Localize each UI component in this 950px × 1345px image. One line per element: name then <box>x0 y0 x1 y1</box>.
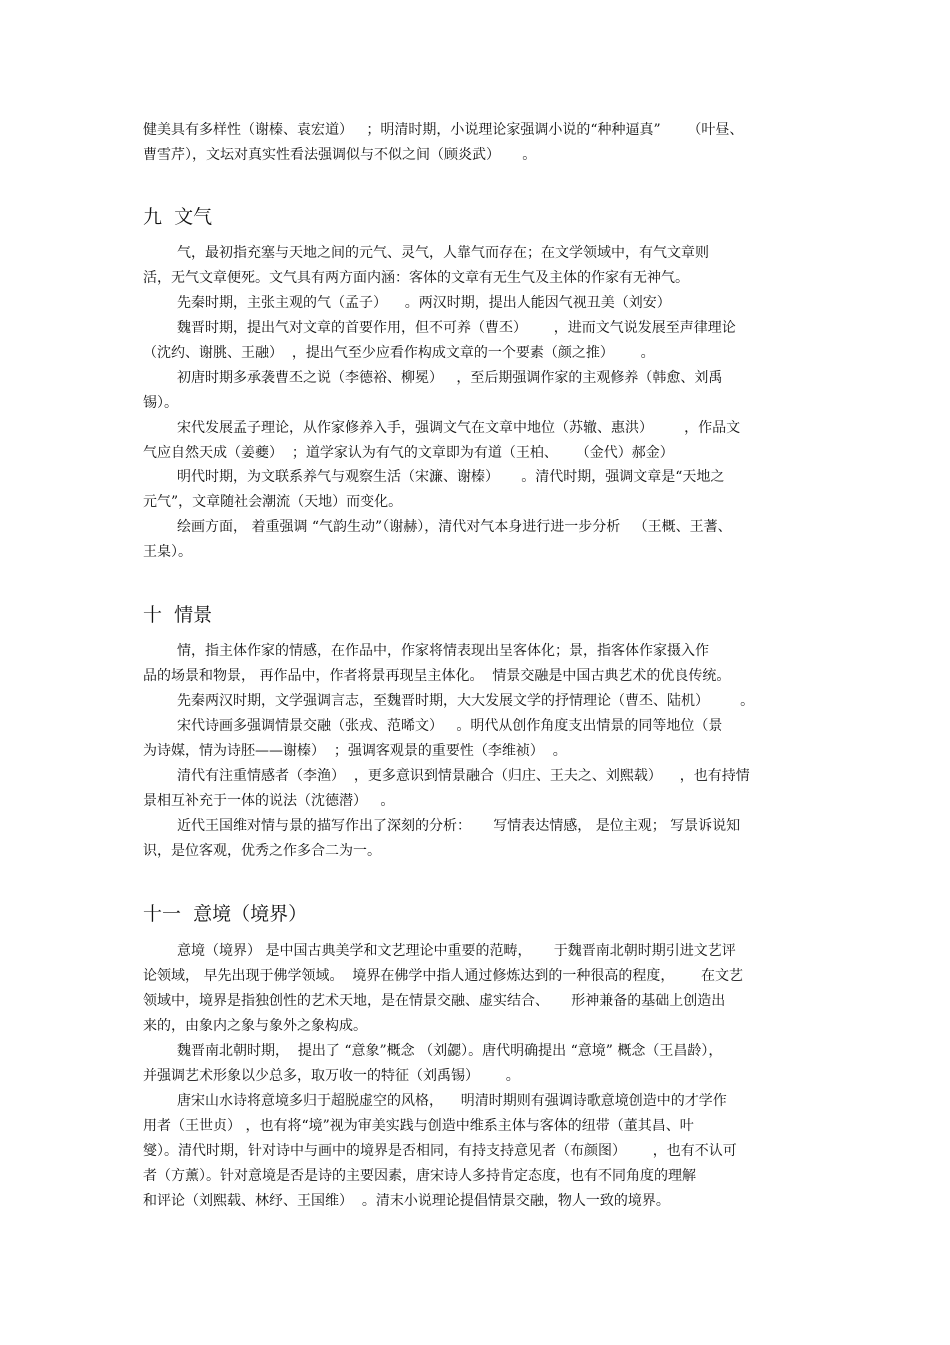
paragraph-line: 初唐时期多承袭曹丕之说（李德裕、柳冕） ，至后期强调作家的主观修养（韩愈、刘禹 <box>177 370 723 386</box>
section-heading-yijing: 十一 意境（境界） <box>143 903 308 925</box>
paragraph-line: 为诗媒，情为诗胚——谢榛） ；强调客观景的重要性（李维祯） 。 <box>143 743 567 759</box>
paragraph-line: 清代有注重情感者（李渔） ，更多意识到情景融合（归庄、王夫之、刘熙载） ，也有持情 <box>177 768 750 784</box>
paragraph-line: 明代时期，为文联系养气与观察生活（宋濂、谢榛） 。清代时期，强调文章是“天地之 <box>177 469 725 485</box>
paragraph-line: 识，是位客观，优秀之作多合二为一。 <box>143 843 381 859</box>
intro-line: 健美具有多样性（谢榛、袁宏道） ；明清时期，小说理论家强调小说的“种种逼真” （叶昼、 <box>143 122 744 138</box>
paragraph-line: 景相互补充于一体的说法（沈德潜） 。 <box>143 793 395 809</box>
paragraph-line: 论领域， 早先出现于佛学领域。 境界在佛学中指人通过修炼达到的一种很高的程度， 在文艺 <box>143 968 744 984</box>
paragraph-line: （沈约、谢朓、王融） ，提出气至少应看作构成文章的一个要素（颜之推） 。 <box>143 345 655 361</box>
paragraph-line: 绘画方面， 着重强调 “气韵生动”（谢赫），清代对气本身进行进一步分析 （王概、王蓍、 <box>177 519 732 535</box>
intro-line: 曹雪芹），文坛对真实性看法强调似与不似之间（顾炎武） 。 <box>143 147 537 163</box>
paragraph-line: 燮）。清代时期，针对诗中与画中的境界是否相同，有持支持意见者（布颜图） ，也有不认可 <box>143 1143 737 1159</box>
paragraph-line: 元气”，文章随社会潮流（天地）而变化。 <box>143 494 403 510</box>
paragraph-line: 魏晋南北朝时期， 提出了 “意象”概念 （刘勰）。唐代明确提出 “意境” 概念（王昌龄）， <box>177 1043 723 1059</box>
paragraph-line: 宋代发展孟子理论，从作家修养入手，强调文气在文章中地位（苏辙、惠洪） ，作品文 <box>177 420 741 436</box>
paragraph-line: 魏晋时期，提出气对文章的首要作用，但不可养（曹丕） ，进而文气说发展至声律理论 <box>177 320 736 336</box>
paragraph-line: 唐宋山水诗将意境多归于超脱虚空的风格， 明清时期则有强调诗歌意境创造中的才学作 <box>177 1093 727 1109</box>
paragraph-line: 先秦两汉时期，文学强调言志，至魏晋时期，大大发展文学的抒情理论（曹丕、陆机） 。 <box>177 693 755 709</box>
paragraph-line: 并强调艺术形象以少总多，取万收一的特征（刘禹锡） 。 <box>143 1068 520 1084</box>
paragraph-line: 宋代诗画多强调情景交融（张戎、范晞文） 。明代从创作角度支出情景的同等地位（景 <box>177 718 723 734</box>
paragraph-line: 先秦时期，主张主观的气（孟子） 。两汉时期，提出人能因气视丑美（刘安） <box>177 295 671 311</box>
paragraph-line: 意境（境界） 是中国古典美学和文艺理论中重要的范畴， 于魏晋南北朝时期引进文艺评 <box>177 943 736 959</box>
paragraph-line: 来的，由象内之象与象外之象构成。 <box>143 1018 367 1034</box>
paragraph-line: 情，指主体作家的情感，在作品中，作家将情表现出呈客体化；景，指客体作家摄入作 <box>177 643 709 659</box>
paragraph-line: 锡）。 <box>143 395 178 411</box>
paragraph-line: 和评论（刘熙载、林纾、王国维） 。清末小说理论提倡情景交融，物人一致的境界。 <box>143 1193 670 1209</box>
paragraph-line: 气应自然天成（姜夔） ；道学家认为有气的文章即为有道（王柏、 （金代）郝金） <box>143 445 674 461</box>
paragraph-line: 王臬）。 <box>143 544 192 560</box>
paragraph-line: 者（方薰）。针对意境是否是诗的主要因素，唐宋诗人多持肯定态度，也有不同角度的理解 <box>143 1168 696 1184</box>
paragraph-line: 近代王国维对情与景的描写作出了深刻的分析： 写情表达情感， 是位主观； 写景诉说知 <box>177 818 741 834</box>
paragraph-line: 气，最初指充塞与天地之间的元气、灵气，人靠气而存在；在文学领域中，有气文章则 <box>177 245 709 261</box>
section-heading-qingjing: 十 情景 <box>143 604 213 626</box>
paragraph-line: 品的场景和物景， 再作品中，作者将景再现呈主体化。 情景交融是中国古典艺术的优良传统。 <box>143 668 731 684</box>
paragraph-line: 领域中，境界是指独创性的艺术天地，是在情景交融、虚实结合、 形神兼备的基础上创造出 <box>143 993 726 1009</box>
section-heading-wenqi: 九 文气 <box>143 206 213 228</box>
paragraph-line: 用者（王世贞） ，也有将“境”视为审美实践与创造中维系主体与客体的纽带（董其昌、叶 <box>143 1118 694 1134</box>
paragraph-line: 活，无气文章便死。文气具有两方面内涵：客体的文章有无生气及主体的作家有无神气。 <box>143 270 689 286</box>
